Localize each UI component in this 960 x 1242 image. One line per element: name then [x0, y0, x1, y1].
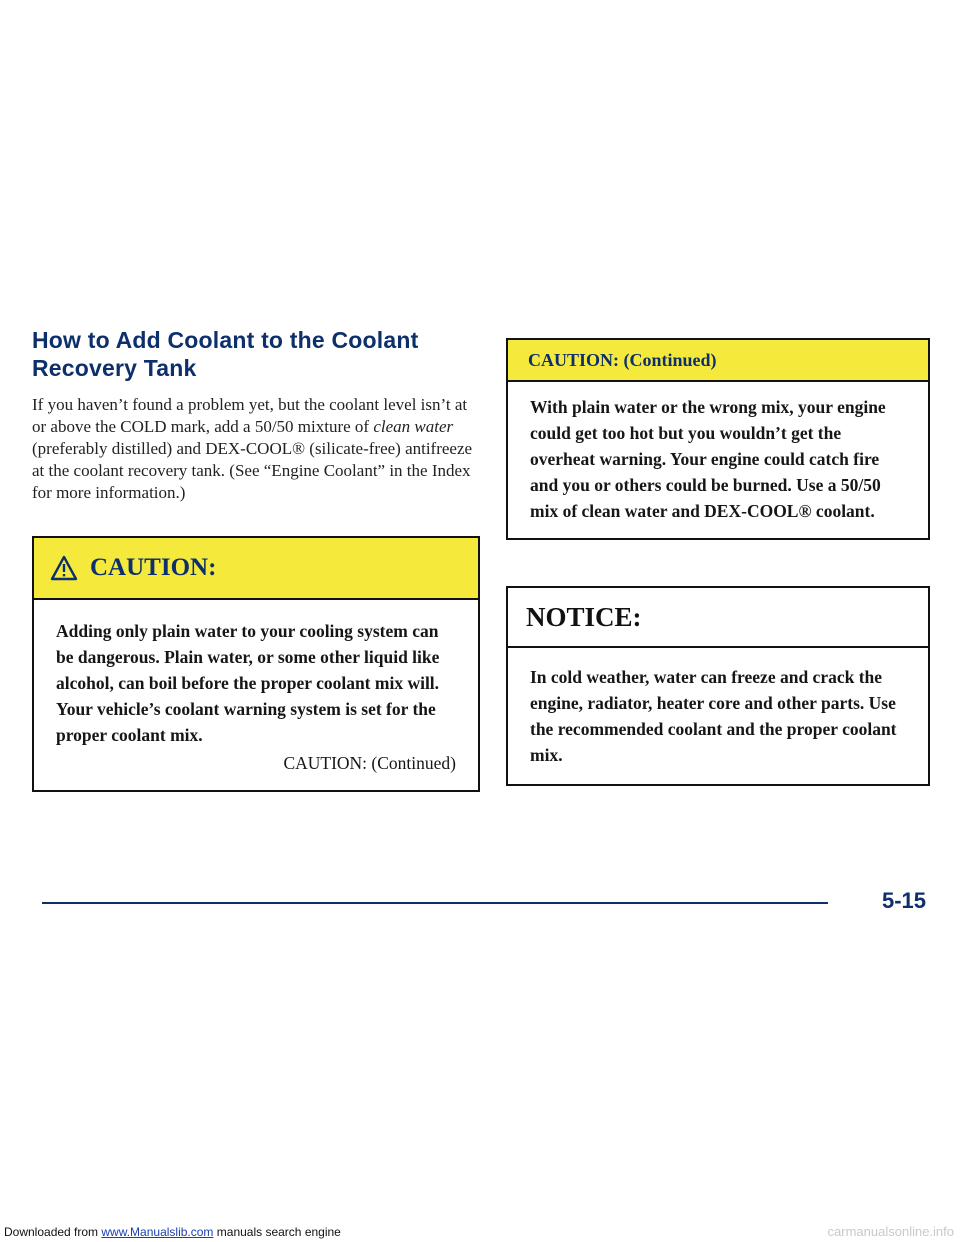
caution-body [34, 600, 478, 790]
heading-line-2: Recovery Tank [32, 355, 197, 381]
caution-continued-header [508, 340, 928, 382]
caution-continued-box [506, 338, 930, 540]
intro-italic: clean water [373, 417, 454, 436]
intro-paragraph [32, 394, 480, 504]
intro-text-2: (preferably distilled) and DEX-COOL® (silicate-free) antifreeze at the coolant recovery tank. (See “Engine Coolant” in the Index for more information.) [32, 439, 473, 502]
manualslib-link[interactable]: www.Manualslib.com [101, 1225, 214, 1239]
page-number: 5-15 [882, 888, 927, 913]
caution-header [34, 538, 478, 600]
heading-line-1: How to Add Coolant to the Coolant [32, 327, 419, 353]
caution-title: CAUTION: [90, 554, 217, 581]
section-heading [32, 326, 480, 382]
intro-text-1: If you haven’t found a problem yet, but the coolant level isn’t at or above the COLD mark, add a 50/50 mixture of [32, 395, 468, 436]
caution-text: Adding only plain water to your cooling system can be dangerous. Plain water, or some other liquid like alcohol, can boil before the proper coolant mix will. Your vehicle’s coolant warning system is set for the proper coolant mix. [56, 621, 440, 745]
warning-triangle-icon [50, 555, 78, 581]
notice-header [508, 588, 928, 648]
notice-title: NOTICE: [526, 601, 642, 632]
notice-box [506, 586, 930, 786]
watermark: carmanualsonline.info [827, 1224, 954, 1239]
download-banner [4, 1225, 341, 1239]
footer-rule [42, 902, 828, 904]
right-column [506, 326, 930, 786]
caution-box [32, 536, 480, 792]
notice-text: In cold weather, water can freeze and crack the engine, radiator, heater core and other parts. Use the recommended coolant and the proper coolant mix. [530, 667, 897, 765]
banner-suffix: manuals search engine [213, 1225, 341, 1239]
caution-continued-label: CAUTION: (Continued) [283, 753, 456, 773]
caution-continued-text: With plain water or the wrong mix, your engine could get too hot but you wouldn’t get the overheat warning. Your engine could catch fire and you or others could be burned. Use a 50/50 mix of clean water and DEX-COOL® coolant. [530, 397, 886, 521]
left-column [32, 326, 480, 792]
banner-prefix: Downloaded from [4, 1225, 102, 1239]
caution-continued-title: CAUTION: (Continued) [528, 349, 717, 370]
notice-body [508, 648, 928, 784]
caution-continued-body [508, 382, 928, 538]
